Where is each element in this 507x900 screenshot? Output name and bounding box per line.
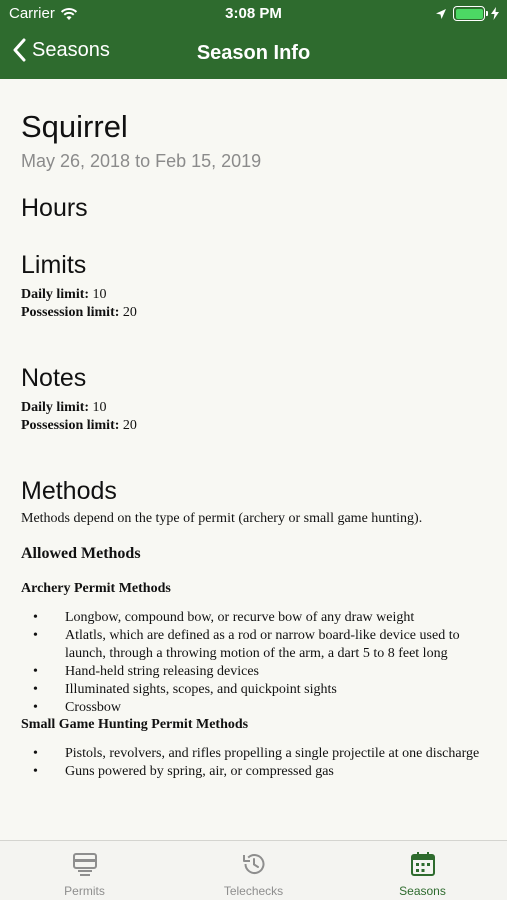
history-clock-icon xyxy=(240,850,268,878)
limits-details xyxy=(21,286,486,322)
notes-possession-limit-value: 20 xyxy=(122,418,137,433)
possession-limit-value: 20 xyxy=(122,305,137,320)
charging-bolt-icon xyxy=(491,7,499,20)
season-dates: May 26, 2018 to Feb 15, 2019 xyxy=(21,151,262,171)
archery-methods-list xyxy=(21,609,486,717)
top-bar xyxy=(0,0,507,79)
list-item: • Guns powered by spring, air, or compressed gas xyxy=(21,763,486,781)
calendar-icon xyxy=(409,850,437,878)
page-title: Season Info xyxy=(196,42,311,64)
location-arrow-icon xyxy=(435,8,447,20)
possession-limit-label: Possession limit: xyxy=(21,305,120,320)
list-item: • Hand-held string releasing devices xyxy=(21,663,486,681)
notes-details xyxy=(21,399,486,435)
limits-possession-row xyxy=(21,304,486,322)
daily-limit-value: 10 xyxy=(92,287,107,302)
small-game-methods-list xyxy=(21,745,486,781)
notes-possession-limit-label: Possession limit: xyxy=(21,418,120,433)
navigation-bar xyxy=(0,34,507,74)
season-info-content[interactable] xyxy=(0,79,507,840)
notes-possession-row xyxy=(21,417,486,435)
notes-daily-row xyxy=(21,399,486,417)
clock: 3:08 PM xyxy=(225,5,282,22)
notes-heading: Notes xyxy=(21,364,87,392)
limits-daily-row xyxy=(21,286,486,304)
battery-icon xyxy=(453,6,485,21)
status-right xyxy=(435,6,499,21)
list-item: • Longbow, compound bow, or recurve bow of any draw weight xyxy=(21,609,486,627)
status-bar xyxy=(0,0,507,28)
daily-limit-label: Daily limit: xyxy=(21,287,90,302)
small-game-methods-heading: Small Game Hunting Permit Methods xyxy=(21,717,249,732)
limits-heading: Limits xyxy=(21,251,87,279)
tab-seasons-label: Seasons xyxy=(399,884,446,898)
tab-telechecks-label: Telechecks xyxy=(223,884,284,898)
list-item: • Crossbow xyxy=(21,699,486,717)
list-item: • Illuminated sights, scopes, and quickpoint sights xyxy=(21,681,486,699)
tab-seasons[interactable] xyxy=(338,841,507,900)
tab-permits[interactable] xyxy=(0,841,169,900)
carrier-label: Carrier xyxy=(9,5,55,22)
notes-daily-limit-label: Daily limit: xyxy=(21,400,90,415)
hours-heading: Hours xyxy=(21,194,88,222)
tab-telechecks[interactable] xyxy=(169,841,338,900)
back-button-label: Seasons xyxy=(32,38,110,61)
permit-card-icon xyxy=(71,850,99,878)
methods-heading: Methods xyxy=(21,477,117,505)
methods-intro: Methods depend on the type of permit (archery or small game hunting). xyxy=(21,511,423,526)
tab-permits-label: Permits xyxy=(64,884,105,898)
archery-methods-heading: Archery Permit Methods xyxy=(21,581,171,596)
list-item: • Pistols, revolvers, and rifles propelling a single projectile at one discharge xyxy=(21,745,486,763)
notes-daily-limit-value: 10 xyxy=(92,400,107,415)
allowed-methods-heading: Allowed Methods xyxy=(21,545,141,562)
tab-bar xyxy=(0,840,507,900)
species-title: Squirrel xyxy=(21,109,128,144)
list-item: • Atlatls, which are defined as a rod or narrow board-like device used to launch, through a throwing motion of the arm, a dart 5 to 8 feet long xyxy=(21,627,486,663)
